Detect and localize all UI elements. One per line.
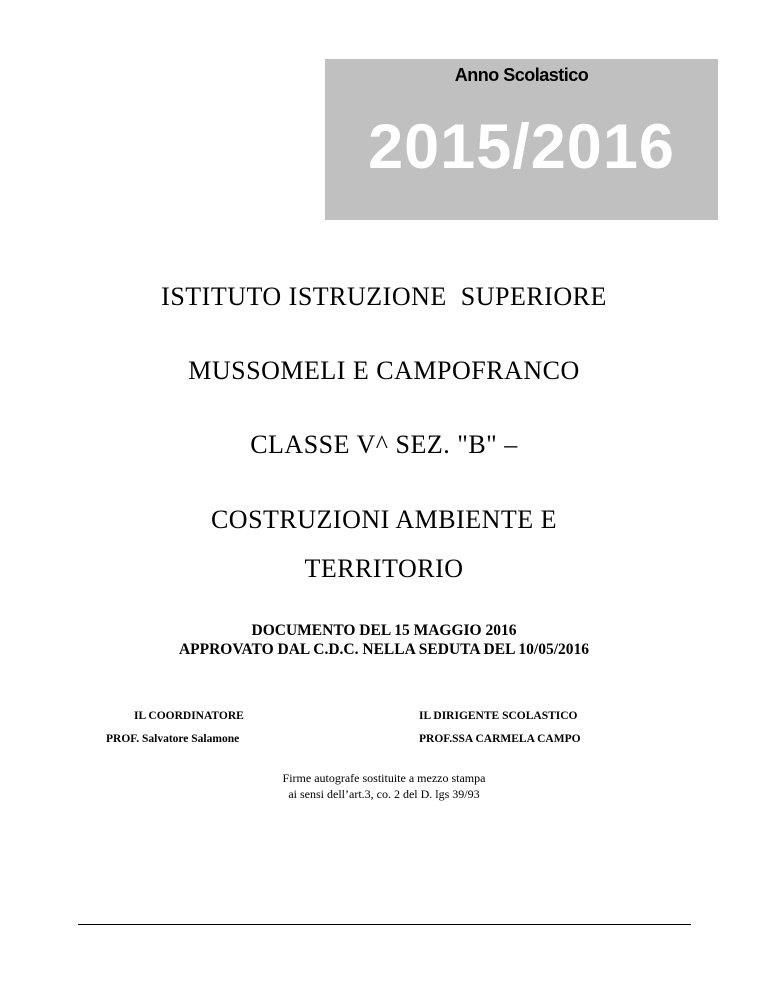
institute-location: MUSSOMELI E CAMPOFRANCO bbox=[188, 356, 580, 385]
coordinator-role: IL COORDINATORE bbox=[134, 710, 244, 722]
principal-role: IL DIRIGENTE SCOLASTICO bbox=[419, 710, 578, 722]
course-name-line2: TERRITORIO bbox=[304, 554, 464, 583]
document-info bbox=[0, 621, 768, 659]
school-year-value: 2015/2016 bbox=[368, 112, 675, 182]
school-year-box bbox=[325, 59, 718, 220]
coordinator-name: PROF. Salvatore Salamone bbox=[106, 733, 240, 745]
document-approval: APPROVATO DAL C.D.C. NELLA SEDUTA DEL 10/05/2016 bbox=[178, 641, 590, 658]
footnote-line1: Firme autografe sostituite a mezzo stampa bbox=[282, 771, 486, 785]
principal-name: PROF.SSA CARMELA CAMPO bbox=[419, 733, 581, 745]
institute-name: ISTITUTO ISTRUZIONE SUPERIORE bbox=[161, 282, 607, 311]
school-year-label: Anno Scolastico bbox=[454, 65, 589, 85]
course-name-line1: COSTRUZIONI AMBIENTE E bbox=[210, 505, 558, 534]
footnote-line2: ai sensi dell’art.3, co. 2 del D. lgs 39/93 bbox=[288, 787, 480, 801]
signature-footnote bbox=[0, 770, 768, 802]
document-date: DOCUMENTO DEL 15 MAGGIO 2016 bbox=[251, 622, 517, 639]
bottom-divider bbox=[78, 924, 691, 925]
class-section: CLASSE V^ SEZ. "B" – bbox=[250, 430, 518, 459]
